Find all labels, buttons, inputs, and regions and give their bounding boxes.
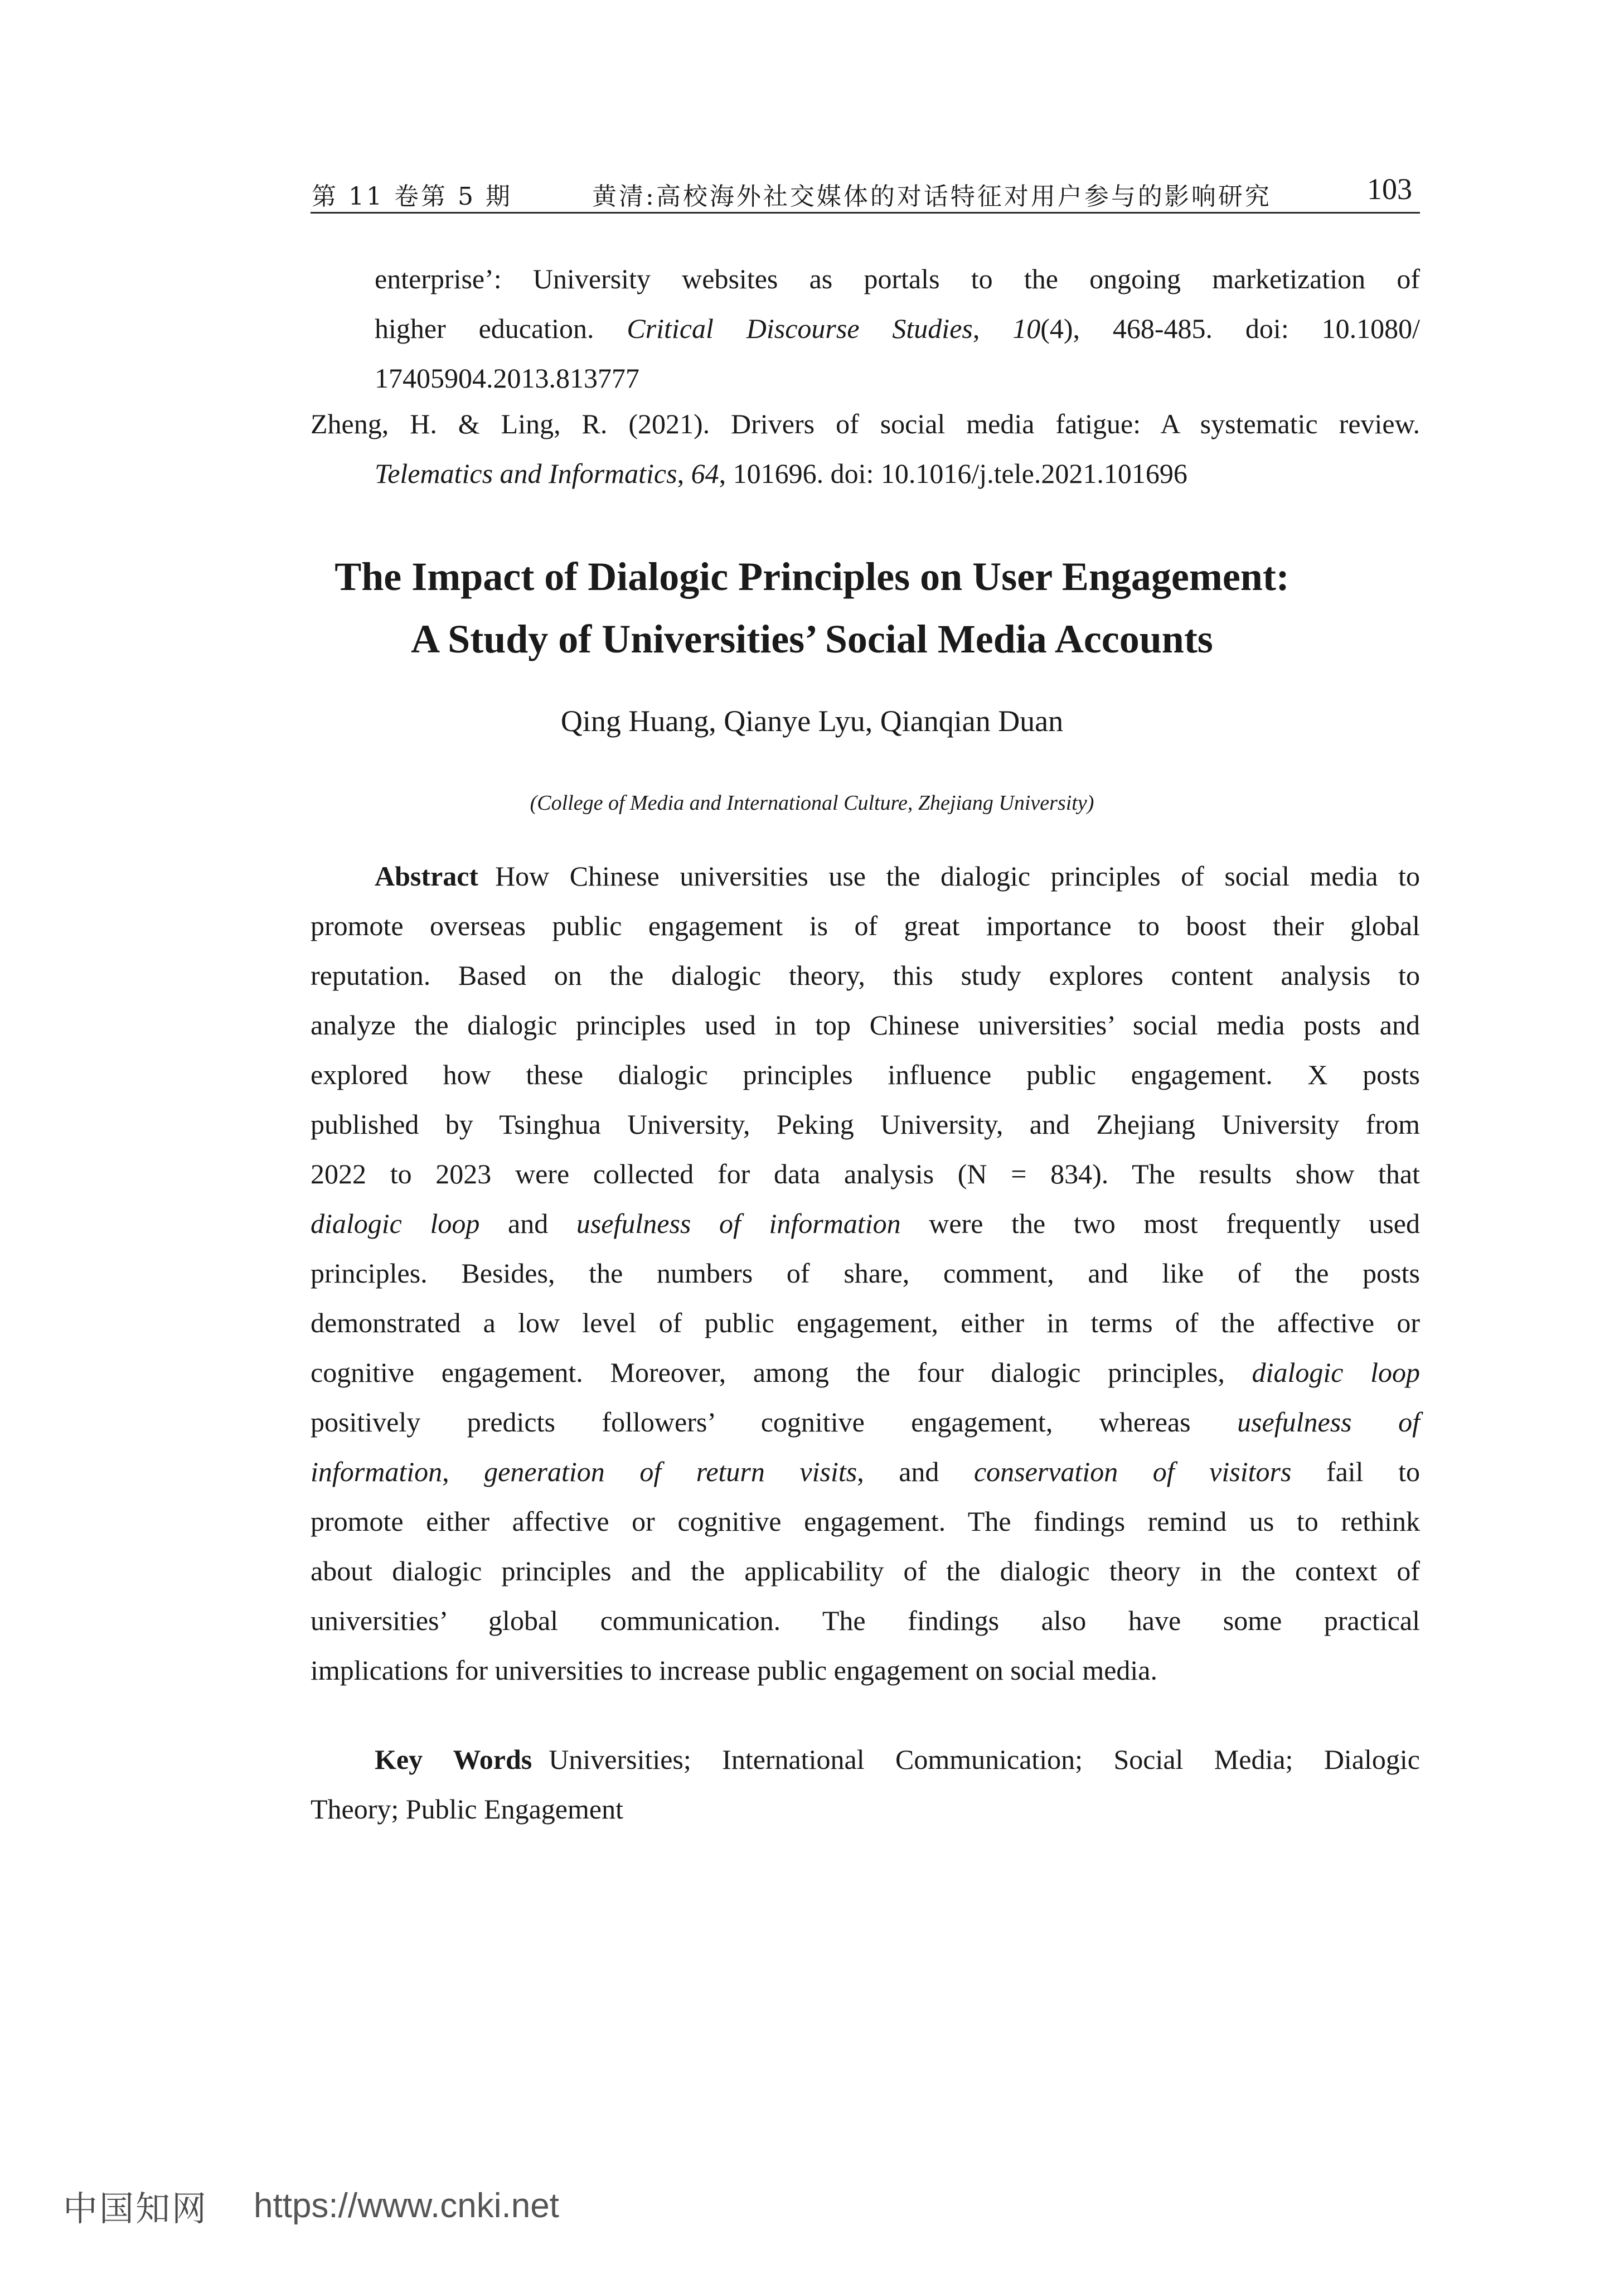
abstract-text: cognitive engagement. Moreover, among the four dialogic principles, bbox=[311, 1357, 1252, 1388]
emphasis-term: generation of return visits bbox=[484, 1456, 857, 1487]
abstract-text: were the two most frequently used bbox=[900, 1208, 1421, 1239]
article-title-line-1: The Impact of Dialogic Principles on User Engagement: bbox=[335, 554, 1289, 599]
article-title-line-2: A Study of Universities’ Social Media Accounts bbox=[411, 617, 1213, 661]
journal-volume: 64 bbox=[691, 458, 719, 489]
emphasis-term: usefulness of information bbox=[576, 1208, 901, 1239]
reference-zheng bbox=[311, 399, 1420, 499]
journal-name: Telematics and Informatics bbox=[375, 458, 677, 489]
abstract-line bbox=[311, 852, 1420, 901]
cnki-watermark bbox=[63, 2178, 559, 2233]
abstract-line: promote either affective or cognitive engagement. The findings remind us to rethink bbox=[311, 1506, 1420, 1537]
abstract-line bbox=[311, 1199, 1420, 1249]
abstract-line: about dialogic principles and the applicability of the dialogic theory in the context of bbox=[311, 1555, 1420, 1587]
emphasis-term: dialogic loop bbox=[311, 1208, 480, 1239]
article-running-title: 黄清:高校海外社交媒体的对话特征对用户参与的影响研究 bbox=[592, 182, 1272, 211]
watermark-url: https://www.cnki.net bbox=[254, 2186, 559, 2225]
journal-volume: 10 bbox=[1012, 313, 1041, 344]
emphasis-term: usefulness of bbox=[1237, 1406, 1420, 1438]
reference-line bbox=[311, 449, 1420, 499]
abstract-line bbox=[311, 1397, 1420, 1447]
emphasis-term: information bbox=[311, 1456, 443, 1487]
volume-issue: 第 11 卷第 5 期 bbox=[312, 182, 512, 211]
authors: Qing Huang, Qianye Lyu, Qianqian Duan bbox=[560, 704, 1064, 738]
page-number: 103 bbox=[1367, 172, 1412, 206]
abstract-text: and bbox=[479, 1208, 576, 1239]
affiliation: (College of Media and International Culture, Zhejiang University) bbox=[530, 791, 1094, 815]
abstract-text: fail to bbox=[1291, 1456, 1420, 1487]
abstract-line: principles. Besides, the numbers of share, comment, and like of the posts bbox=[311, 1257, 1420, 1289]
keywords bbox=[311, 1735, 1420, 1834]
abstract-line: promote overseas public engagement is of great importance to boost their global bbox=[311, 910, 1420, 941]
watermark-cn-text: 中国知网 bbox=[63, 2188, 209, 2229]
abstract-text: , bbox=[442, 1456, 484, 1487]
reference-line: enterprise’: University websites as portals to the ongoing marketization of bbox=[375, 263, 1420, 294]
keywords-line: Theory; Public Engagement bbox=[311, 1793, 623, 1825]
running-header bbox=[311, 172, 1420, 214]
abstract-line: reputation. Based on the dialogic theory, this study explores content analysis to bbox=[311, 960, 1420, 991]
reference-continued bbox=[311, 254, 1420, 403]
abstract-line: implications for universities to increase public engagement on social media. bbox=[311, 1655, 1157, 1686]
abstract-line: 2022 to 2023 were collected for data analysis (N = 834). The results show that bbox=[311, 1158, 1420, 1189]
abstract-line bbox=[311, 1348, 1420, 1397]
abstract-line: explored how these dialogic principles influence public engagement. X posts bbox=[311, 1059, 1420, 1090]
abstract-line: analyze the dialogic principles used in top Chinese universities’ social media posts and bbox=[311, 1009, 1420, 1041]
abstract-text: , and bbox=[857, 1456, 974, 1487]
abstract-text: positively predicts followers’ cognitive engagement, whereas bbox=[311, 1406, 1238, 1438]
emphasis-term: conservation of visitors bbox=[973, 1456, 1292, 1487]
abstract-line: universities’ global communication. The findings also have some practical bbox=[311, 1605, 1420, 1636]
reference-text: higher education. bbox=[375, 313, 627, 344]
abstract-line bbox=[311, 1447, 1420, 1497]
journal-name: Critical Discourse Studies bbox=[627, 313, 973, 344]
abstract-label: Abstract bbox=[375, 860, 479, 892]
reference-line: 17405904.2013.813777 bbox=[375, 362, 639, 394]
keywords-text: Universities; International Communication; Social Media; Dialogic bbox=[549, 1744, 1420, 1775]
abstract bbox=[311, 852, 1420, 1695]
emphasis-term: dialogic loop bbox=[1252, 1357, 1421, 1388]
keywords-label: Key Words bbox=[375, 1744, 532, 1775]
reference-line bbox=[311, 304, 1420, 354]
reference-line: Zheng, H. & Ling, R. (2021). Drivers of social media fatigue: A systematic review. bbox=[311, 408, 1420, 439]
abstract-line: demonstrated a low level of public engagement, either in terms of the affective or bbox=[311, 1307, 1420, 1338]
abstract-line: published by Tsinghua University, Peking University, and Zhejiang University from bbox=[311, 1109, 1420, 1140]
reference-text: , 101696. doi: 10.1016/j.tele.2021.101696 bbox=[719, 458, 1187, 489]
reference-text: (4), 468-485. doi: 10.1080/ bbox=[1040, 313, 1420, 344]
abstract-text: How Chinese universities use the dialogic principles of social media to bbox=[495, 860, 1420, 892]
keywords-line bbox=[311, 1735, 1420, 1784]
reference-text: , bbox=[677, 458, 691, 489]
reference-text: , bbox=[972, 313, 1013, 344]
